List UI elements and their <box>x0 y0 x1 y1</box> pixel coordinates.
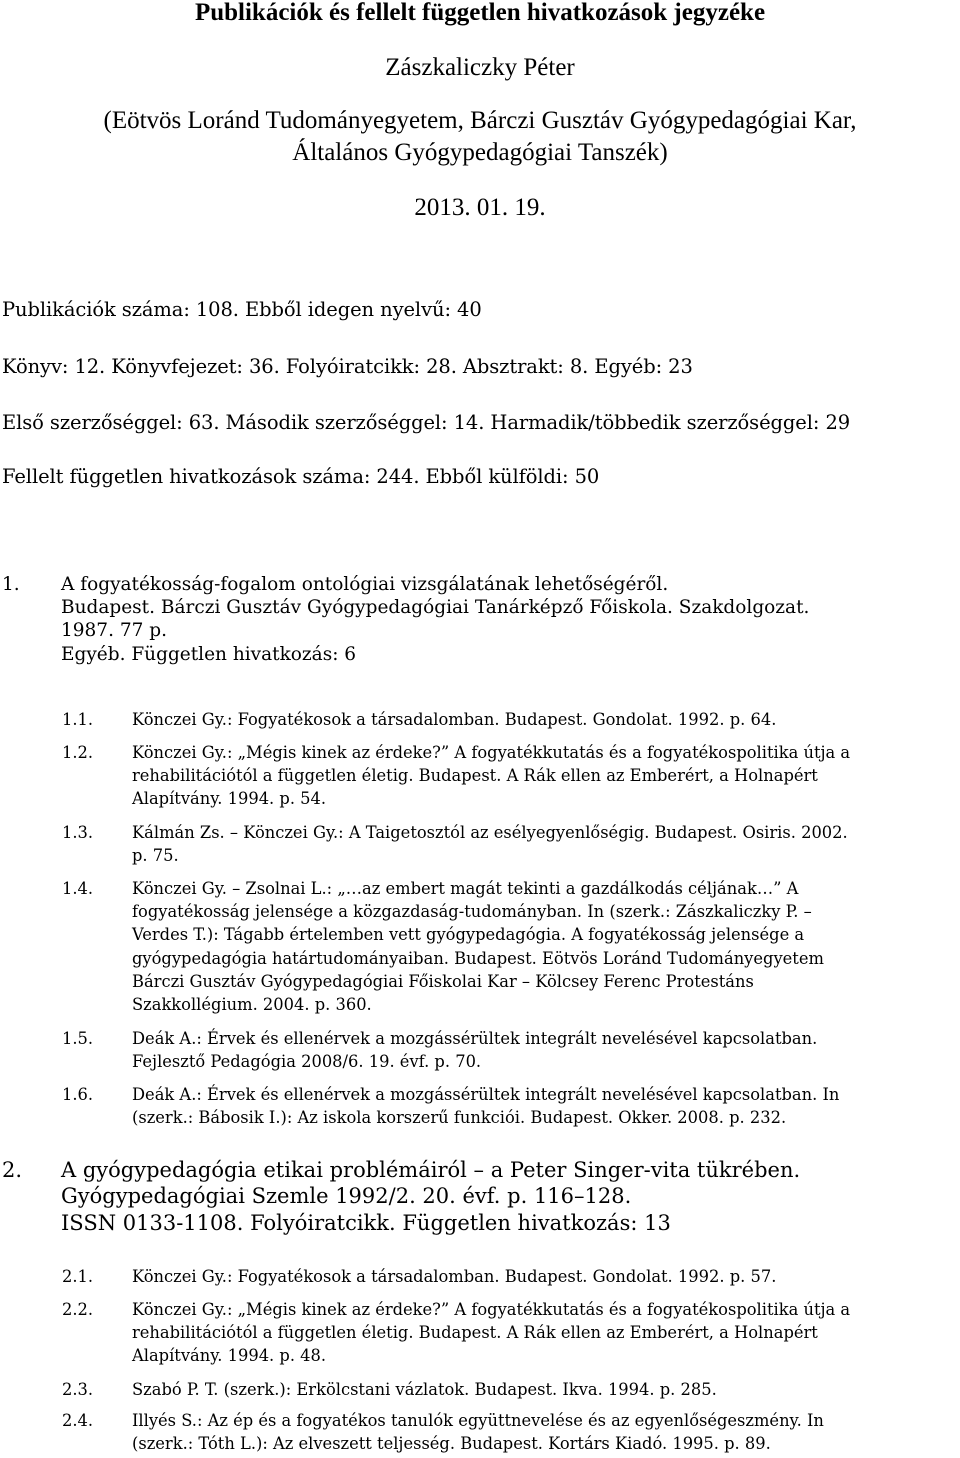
citation-item <box>62 1409 942 1455</box>
publication-title: A fogyatékosság-fogalom ontológiai vizsgálatának lehetőségéről. <box>61 574 669 595</box>
page-title: Publikációk és fellelt független hivatkozások jegyzéke <box>194 0 766 26</box>
affiliation-line-1: (Eötvös Loránd Tudományegyetem, Bárczi Gusztáv Gyógypedagógiai Kar, <box>103 107 857 134</box>
citation-text: Deák A.: Érvek és ellenérvek a mozgássérültek integrált nevelésével kapcsolatban. In <box>132 1085 840 1104</box>
citation-text: p. 75. <box>132 846 179 866</box>
citation-item <box>62 1265 942 1288</box>
citation-text: Bárczi Gusztáv Gyógypedagógiai Főiskolai Kar – Kölcsey Ferenc Protestáns <box>132 971 754 991</box>
citation-text: Alapítvány. 1994. p. 54. <box>132 789 327 809</box>
citation-number: 1.1. <box>62 710 94 729</box>
citation-item <box>62 741 942 811</box>
citation-text: fogyatékosság jelensége a közgazdaság-tudományban. In (szerk.: Zászkaliczky P. – <box>132 902 812 922</box>
affiliation-line-2: Általános Gyógypedagógiai Tanszék) <box>292 139 668 166</box>
citation-text: (szerk.: Tóth L.): Az elveszett teljesség. Budapest. Kortárs Kiadó. 1995. p. 89. <box>132 1434 771 1454</box>
citation-item <box>62 1027 942 1073</box>
citation-number: 2.3. <box>62 1380 94 1399</box>
citation-text: Könczei Gy.: „Mégis kinek az érdeke?” A fogyatékkutatás és a fogyatékospolitika útja a <box>132 1300 851 1319</box>
citation-number: 1.3. <box>62 823 94 842</box>
citation-text: Könczei Gy.: Fogyatékosok a társadalomban. Budapest. Gondolat. 1992. p. 57. <box>132 1267 777 1286</box>
citation-text: Szakkollégium. 2004. p. 360. <box>132 995 372 1015</box>
citation-text: rehabilitációtól a független életig. Budapest. A Rák ellen az Emberért, a Holnapért <box>132 766 818 786</box>
citation-number: 2.2. <box>62 1300 94 1319</box>
citation-text: Könczei Gy.: „Mégis kinek az érdeke?” A fogyatékkutatás és a fogyatékospolitika útja a <box>132 743 851 762</box>
citation-text: Szabó P. T. (szerk.): Erkölcstani vázlatok. Budapest. Ikva. 1994. p. 285. <box>132 1380 717 1399</box>
publication-details: 1987. 77 p. <box>61 620 167 642</box>
citation-text: Kálmán Zs. – Könczei Gy.: A Taigetosztól az esélyegyenlőségig. Budapest. Osiris. 2002. <box>132 823 848 842</box>
publication-number: 1. <box>2 574 20 595</box>
stat-authorship: Első szerzőséggel: 63. Második szerzőséggel: 14. Harmadik/többedik szerzőséggel: 29 <box>2 411 851 434</box>
citation-item <box>62 1083 942 1129</box>
publication-details: Budapest. Bárczi Gusztáv Gyógypedagógiai Tanárképző Főiskola. Szakdolgozat. <box>61 597 810 619</box>
citation-number: 1.4. <box>62 879 94 898</box>
citation-number: 1.2. <box>62 743 94 762</box>
author-name: Zászkaliczky Péter <box>385 54 575 81</box>
citation-text: Könczei Gy. – Zsolnai L.: „…az embert magát tekinti a gazdálkodás céljának…” A <box>132 879 799 898</box>
stat-citations: Fellelt független hivatkozások száma: 244. Ebből külföldi: 50 <box>2 465 600 488</box>
citation-number: 2.4. <box>62 1411 94 1430</box>
publication-number: 2. <box>2 1158 23 1182</box>
citation-text: Fejlesztő Pedagógia 2008/6. 19. évf. p. 70. <box>132 1052 482 1072</box>
citation-text: rehabilitációtól a független életig. Budapest. A Rák ellen az Emberért, a Holnapért <box>132 1323 818 1343</box>
citation-number: 1.5. <box>62 1029 94 1048</box>
publication-1 <box>2 573 942 666</box>
publication-type: ISSN 0133-1108. Folyóiratcikk. Független hivatkozás: 13 <box>61 1210 671 1235</box>
citation-item <box>62 708 942 731</box>
citation-text: Illyés S.: Az ép és a fogyatékos tanulók együttnevelése és az egyenlőségeszmény. In <box>132 1411 824 1430</box>
document-date: 2013. 01. 19. <box>414 194 546 221</box>
publication-2 <box>2 1157 942 1236</box>
citation-text: Könczei Gy.: Fogyatékosok a társadalomban. Budapest. Gondolat. 1992. p. 64. <box>132 710 777 729</box>
citation-number: 1.6. <box>62 1085 94 1104</box>
citation-item <box>62 1378 942 1401</box>
citation-text: (szerk.: Bábosik I.): Az iskola korszerű funkciói. Budapest. Okker. 2008. p. 232. <box>132 1108 787 1128</box>
citation-text: Alapítvány. 1994. p. 48. <box>132 1346 327 1366</box>
citation-item <box>62 821 942 867</box>
citation-item <box>62 877 942 1016</box>
publication-title: A gyógypedagógia etikai problémáiról – a Peter Singer-vita tükrében. <box>61 1158 801 1182</box>
citation-text: gyógypedagógia határtudományaiban. Budapest. Eötvös Loránd Tudományegyetem <box>132 948 824 968</box>
citation-item <box>62 1298 942 1368</box>
citation-number: 2.1. <box>62 1267 94 1286</box>
stat-publication-types: Könyv: 12. Könyvfejezet: 36. Folyóiratcikk: 28. Absztrakt: 8. Egyéb: 23 <box>2 355 693 378</box>
stat-publication-count: Publikációk száma: 108. Ebből idegen nyelvű: 40 <box>2 298 482 321</box>
citation-text: Deák A.: Érvek és ellenérvek a mozgássérültek integrált nevelésével kapcsolatban. <box>132 1029 818 1048</box>
citation-text: Verdes T.): Tágabb értelemben vett gyógypedagógia. A fogyatékosság jelensége a <box>132 925 805 945</box>
publication-type: Egyéb. Független hivatkozás: 6 <box>61 643 357 665</box>
publication-details: Gyógypedagógiai Szemle 1992/2. 20. évf. p. 116–128. <box>61 1184 632 1209</box>
